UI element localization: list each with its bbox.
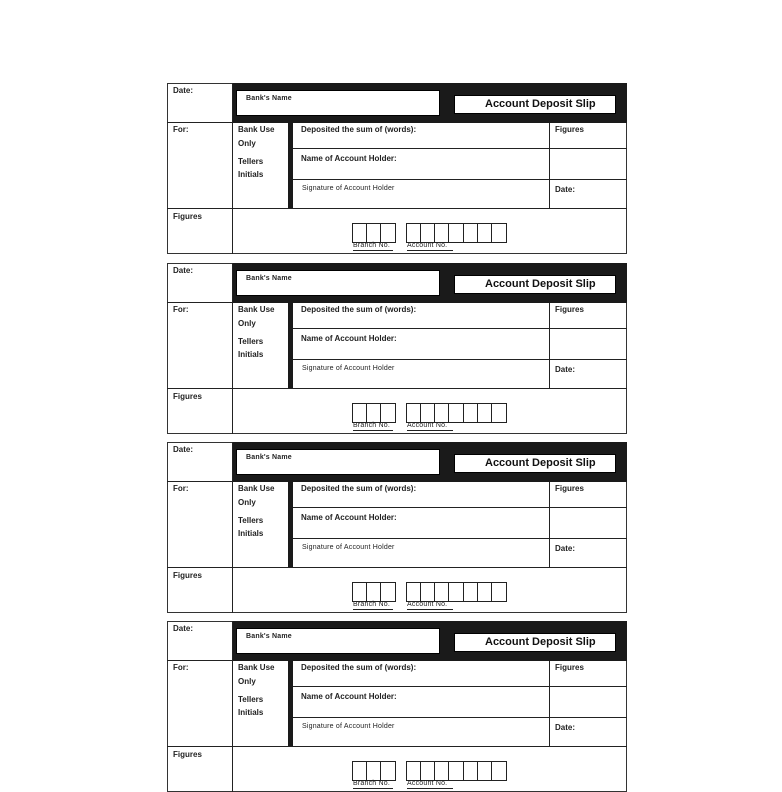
bank-use-label: Bank Use (238, 484, 275, 493)
branch-digit-box[interactable] (367, 762, 381, 780)
deposit-slip (167, 263, 627, 434)
account-digit-box[interactable] (492, 224, 506, 242)
account-digit-box[interactable] (492, 583, 506, 601)
account-digit-box[interactable] (407, 762, 421, 780)
branch-no-label: Branch No. (353, 601, 391, 608)
deposited-label: Deposited the sum of (words): (301, 484, 417, 493)
account-digit-box[interactable] (407, 583, 421, 601)
account-digit-box[interactable] (435, 583, 449, 601)
initials-label: Initials (238, 529, 264, 538)
underline (407, 430, 453, 431)
figures-label: Figures (555, 125, 584, 134)
deposited-label: Deposited the sum of (words): (301, 305, 417, 314)
figures-row-label: Figures (173, 392, 202, 401)
only-label: Only (238, 139, 256, 148)
divider (167, 481, 232, 482)
account-no-label: Account No. (407, 422, 448, 429)
divider (293, 359, 627, 360)
underline (407, 788, 453, 789)
tellers-label: Tellers (238, 337, 264, 346)
account-digit-box[interactable] (478, 583, 492, 601)
account-holder-label: Name of Account Holder: (301, 692, 397, 701)
divider (167, 567, 627, 568)
account-digit-box[interactable] (464, 762, 478, 780)
slip-title: Account Deposit Slip (485, 98, 596, 110)
only-label: Only (238, 677, 256, 686)
date2-label: Date: (555, 723, 576, 732)
date-label: Date: (173, 624, 194, 633)
divider (549, 123, 550, 208)
divider (288, 123, 293, 208)
divider (167, 302, 232, 303)
branch-digit-box[interactable] (367, 583, 381, 601)
tellers-label: Tellers (238, 695, 264, 704)
account-digit-box[interactable] (478, 224, 492, 242)
branch-digit-box[interactable] (381, 583, 395, 601)
divider (288, 482, 293, 567)
account-digit-box[interactable] (435, 762, 449, 780)
bank-name-box (236, 628, 440, 654)
signature-label: Signature of Account Holder (302, 365, 395, 372)
account-digit-box[interactable] (464, 404, 478, 422)
divider (293, 328, 627, 329)
branch-digit-box[interactable] (381, 224, 395, 242)
branch-digit-box[interactable] (353, 224, 367, 242)
bank-name-label: Bank's Name (246, 633, 292, 640)
bank-name-box (236, 90, 440, 116)
tellers-label: Tellers (238, 516, 264, 525)
date-label: Date: (173, 445, 194, 454)
figures-row-label: Figures (173, 750, 202, 759)
branch-digit-box[interactable] (381, 762, 395, 780)
account-digit-box[interactable] (478, 404, 492, 422)
account-digit-box[interactable] (464, 583, 478, 601)
slip-title: Account Deposit Slip (485, 457, 596, 469)
branch-digit-box[interactable] (381, 404, 395, 422)
divider (288, 303, 293, 388)
divider (293, 148, 627, 149)
account-digit-box[interactable] (407, 404, 421, 422)
date-label: Date: (173, 86, 194, 95)
divider (167, 122, 232, 123)
branch-digit-box[interactable] (367, 404, 381, 422)
account-digit-box[interactable] (492, 762, 506, 780)
divider (293, 717, 627, 718)
underline (353, 430, 393, 431)
account-digit-box[interactable] (464, 224, 478, 242)
bank-use-label: Bank Use (238, 305, 275, 314)
account-number-boxes[interactable] (406, 403, 507, 423)
initials-label: Initials (238, 350, 264, 359)
bank-use-label: Bank Use (238, 663, 275, 672)
figures-row-label: Figures (173, 571, 202, 580)
divider (293, 179, 627, 180)
tellers-label: Tellers (238, 157, 264, 166)
slip-title: Account Deposit Slip (485, 278, 596, 290)
bank-name-label: Bank's Name (246, 95, 292, 102)
divider (549, 303, 550, 388)
date2-label: Date: (555, 185, 576, 194)
date-label: Date: (173, 266, 194, 275)
divider (232, 442, 233, 613)
account-digit-box[interactable] (492, 404, 506, 422)
account-number-boxes[interactable] (406, 582, 507, 602)
date2-label: Date: (555, 365, 576, 374)
branch-no-label: Branch No. (353, 242, 391, 249)
divider (167, 746, 627, 747)
figures-label: Figures (555, 663, 584, 672)
deposit-slip (167, 83, 627, 254)
signature-label: Signature of Account Holder (302, 544, 395, 551)
branch-digit-box[interactable] (353, 762, 367, 780)
initials-label: Initials (238, 708, 264, 717)
signature-label: Signature of Account Holder (302, 185, 395, 192)
only-label: Only (238, 498, 256, 507)
divider (167, 388, 627, 389)
deposit-slip (167, 442, 627, 613)
figures-row-label: Figures (173, 212, 202, 221)
underline (353, 788, 393, 789)
underline (353, 609, 393, 610)
account-number-boxes[interactable] (406, 761, 507, 781)
bank-name-label: Bank's Name (246, 275, 292, 282)
account-digit-box[interactable] (421, 224, 435, 242)
divider (293, 538, 627, 539)
divider (167, 660, 232, 661)
for-label: For: (173, 305, 189, 314)
bank-name-box (236, 270, 440, 296)
initials-label: Initials (238, 170, 264, 179)
divider (232, 621, 233, 792)
account-digit-box[interactable] (449, 583, 463, 601)
figures-label: Figures (555, 484, 584, 493)
branch-no-label: Branch No. (353, 422, 391, 429)
underline (407, 609, 453, 610)
only-label: Only (238, 319, 256, 328)
for-label: For: (173, 484, 189, 493)
account-holder-label: Name of Account Holder: (301, 334, 397, 343)
account-digit-box[interactable] (478, 762, 492, 780)
account-number-boxes[interactable] (406, 223, 507, 243)
divider (549, 482, 550, 567)
date2-label: Date: (555, 544, 576, 553)
account-digit-box[interactable] (449, 404, 463, 422)
divider (293, 507, 627, 508)
account-no-label: Account No. (407, 601, 448, 608)
account-holder-label: Name of Account Holder: (301, 154, 397, 163)
for-label: For: (173, 125, 189, 134)
branch-number-boxes[interactable] (352, 761, 396, 781)
deposited-label: Deposited the sum of (words): (301, 125, 417, 134)
for-label: For: (173, 663, 189, 672)
account-digit-box[interactable] (421, 762, 435, 780)
account-holder-label: Name of Account Holder: (301, 513, 397, 522)
divider (288, 661, 293, 746)
branch-digit-box[interactable] (353, 404, 367, 422)
bank-use-label: Bank Use (238, 125, 275, 134)
bank-name-box (236, 449, 440, 475)
deposit-slip (167, 621, 627, 792)
divider (232, 83, 233, 254)
account-digit-box[interactable] (449, 224, 463, 242)
slip-title: Account Deposit Slip (485, 636, 596, 648)
branch-number-boxes[interactable] (352, 403, 396, 423)
divider (293, 686, 627, 687)
underline (353, 250, 393, 251)
account-no-label: Account No. (407, 242, 448, 249)
branch-digit-box[interactable] (367, 224, 381, 242)
account-digit-box[interactable] (421, 404, 435, 422)
divider (549, 661, 550, 746)
account-no-label: Account No. (407, 780, 448, 787)
deposited-label: Deposited the sum of (words): (301, 663, 417, 672)
branch-number-boxes[interactable] (352, 582, 396, 602)
account-digit-box[interactable] (435, 224, 449, 242)
branch-digit-box[interactable] (353, 583, 367, 601)
account-digit-box[interactable] (449, 762, 463, 780)
divider (167, 208, 627, 209)
account-digit-box[interactable] (435, 404, 449, 422)
signature-label: Signature of Account Holder (302, 723, 395, 730)
branch-number-boxes[interactable] (352, 223, 396, 243)
account-digit-box[interactable] (421, 583, 435, 601)
branch-no-label: Branch No. (353, 780, 391, 787)
account-digit-box[interactable] (407, 224, 421, 242)
divider (232, 263, 233, 434)
underline (407, 250, 453, 251)
figures-label: Figures (555, 305, 584, 314)
bank-name-label: Bank's Name (246, 454, 292, 461)
